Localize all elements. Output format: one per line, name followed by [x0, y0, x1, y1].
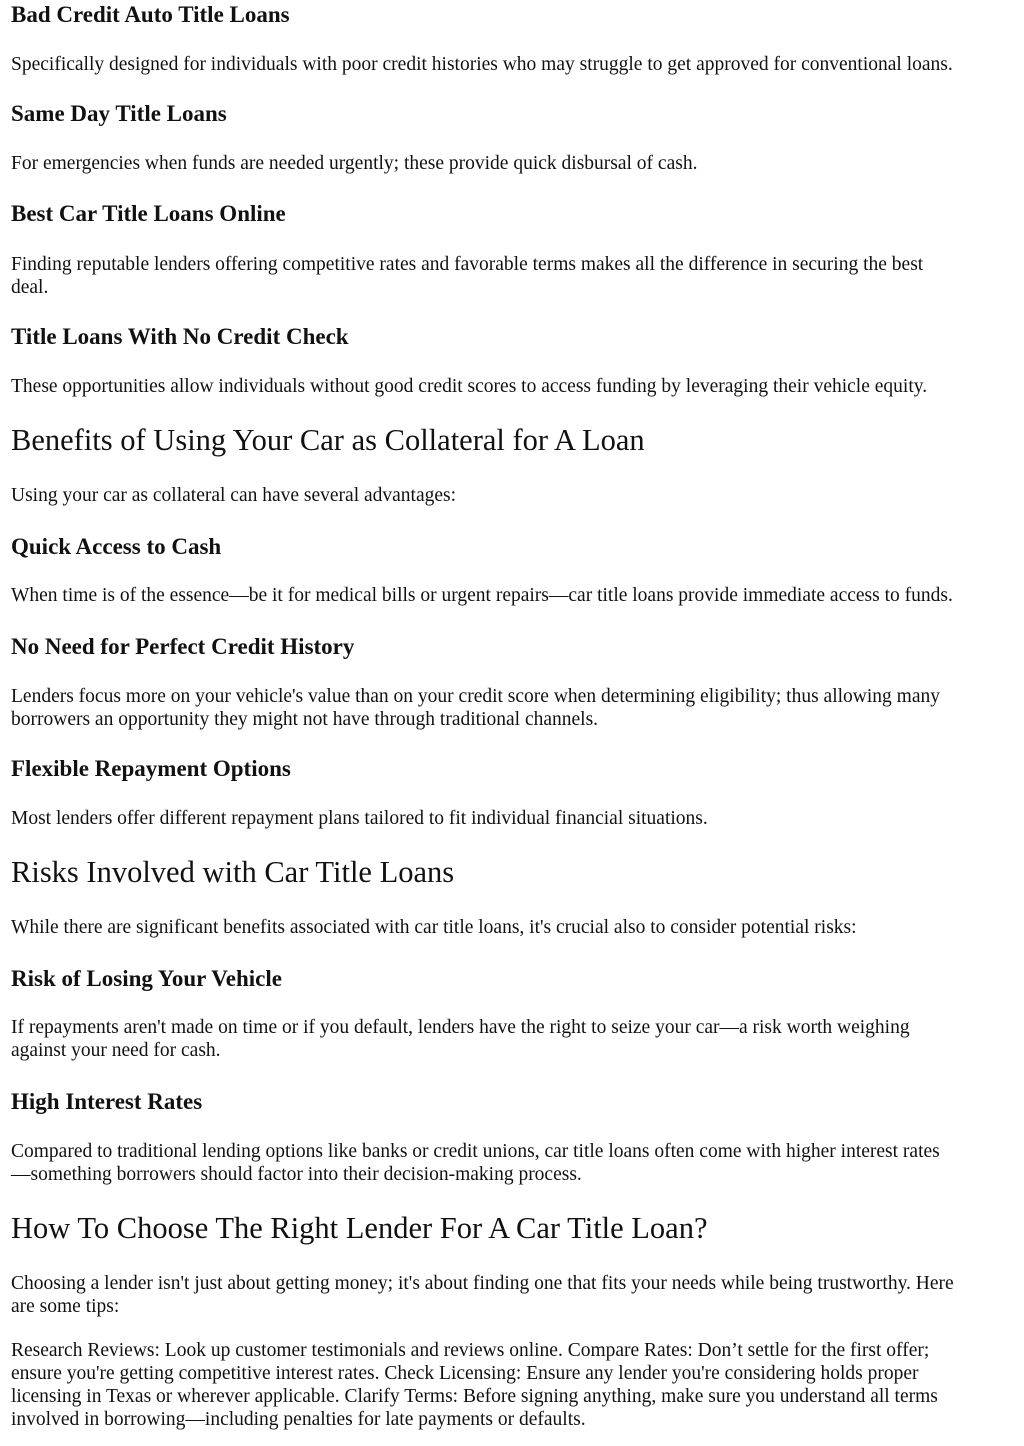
paragraph-risks-intro — [11, 916, 857, 939]
text-line: Research Reviews: Look up customer testimonials and reviews online. Compare Rates: Don’t settle for the first offer; — [11, 1340, 930, 1361]
heading-risk-losing-vehicle: Risk of Losing Your Vehicle — [11, 966, 282, 991]
paragraph-no-perfect-credit — [11, 685, 940, 731]
text-line: Choosing a lender isn't just about getting money; it's about finding one that fits your needs while being trustworthy. Here — [11, 1273, 954, 1294]
text-line: involved in borrowing—including penalties for late payments or defaults. — [11, 1409, 586, 1430]
text-line: When time is of the essence—be it for medical bills or urgent repairs—car title loans provide immediate access to funds. — [11, 585, 953, 606]
paragraph-same-day — [11, 152, 697, 175]
heading-benefits: Benefits of Using Your Car as Collateral for A Loan — [11, 423, 645, 457]
paragraph-high-interest — [11, 1140, 940, 1186]
paragraph-quick-access — [11, 584, 953, 607]
text-line: If repayments aren't made on time or if you default, lenders have the right to seize your car—a risk worth weighing — [11, 1017, 910, 1038]
text-line: While there are significant benefits associated with car title loans, it's crucial also to consider potential risks: — [11, 917, 857, 938]
heading-risks: Risks Involved with Car Title Loans — [11, 855, 455, 889]
heading-flexible-repayment-options: Flexible Repayment Options — [11, 756, 291, 781]
heading-title-loans-no-credit-check: Title Loans With No Credit Check — [11, 324, 349, 349]
paragraph-losing-vehicle — [11, 1016, 910, 1062]
heading-same-day-title-loans: Same Day Title Loans — [11, 101, 227, 126]
heading-high-interest-rates: High Interest Rates — [11, 1089, 203, 1114]
heading-quick-access-to-cash: Quick Access to Cash — [11, 534, 222, 559]
text-line: —something borrowers should factor into their decision-making process. — [11, 1164, 582, 1185]
text-line: Lenders focus more on your vehicle's value than on your credit score when determining eligibility; thus allowing many — [11, 686, 940, 707]
text-line: borrowers an opportunity they might not have through traditional channels. — [11, 709, 599, 730]
paragraph-flexible — [11, 807, 708, 830]
text-line: against your need for cash. — [11, 1040, 221, 1061]
heading-bad-credit-auto-title-loans: Bad Credit Auto Title Loans — [11, 2, 290, 27]
paragraph-choose-lender-intro — [11, 1272, 954, 1318]
text-line: deal. — [11, 277, 49, 298]
text-line: licensing in Texas or wherever applicable. Clarify Terms: Before signing anything, make sure you understand all terms — [11, 1386, 938, 1407]
text-line: ensure you're getting competitive interest rates. Check Licensing: Ensure any lender you're considering holds proper — [11, 1363, 919, 1384]
text-line: Finding reputable lenders offering competitive rates and favorable terms makes all the difference in securing the best — [11, 254, 924, 275]
paragraph-benefits-intro — [11, 484, 456, 507]
heading-best-car-title-loans-online: Best Car Title Loans Online — [11, 201, 286, 226]
heading-choose-lender: How To Choose The Right Lender For A Car Title Loan? — [11, 1211, 708, 1245]
text-line: are some tips: — [11, 1296, 120, 1317]
text-line: For emergencies when funds are needed urgently; these provide quick disbursal of cash. — [11, 153, 698, 174]
text-line: Compared to traditional lending options like banks or credit unions, car title loans often come with higher interest rates — [11, 1141, 940, 1162]
paragraph-no-credit-check — [11, 375, 927, 398]
text-line: Most lenders offer different repayment plans tailored to fit individual financial situations. — [11, 808, 708, 829]
paragraph-lender-tips — [11, 1339, 938, 1431]
paragraph-best-online — [11, 253, 923, 299]
text-line: Using your car as collateral can have several advantages: — [11, 485, 457, 506]
paragraph-bad-credit — [11, 53, 953, 76]
text-line: Specifically designed for individuals with poor credit histories who may struggle to get approved for conventional loans. — [11, 54, 953, 75]
text-line: These opportunities allow individuals without good credit scores to access funding by leveraging their vehicle equity. — [11, 376, 928, 397]
heading-no-need-perfect-credit: No Need for Perfect Credit History — [11, 634, 355, 659]
